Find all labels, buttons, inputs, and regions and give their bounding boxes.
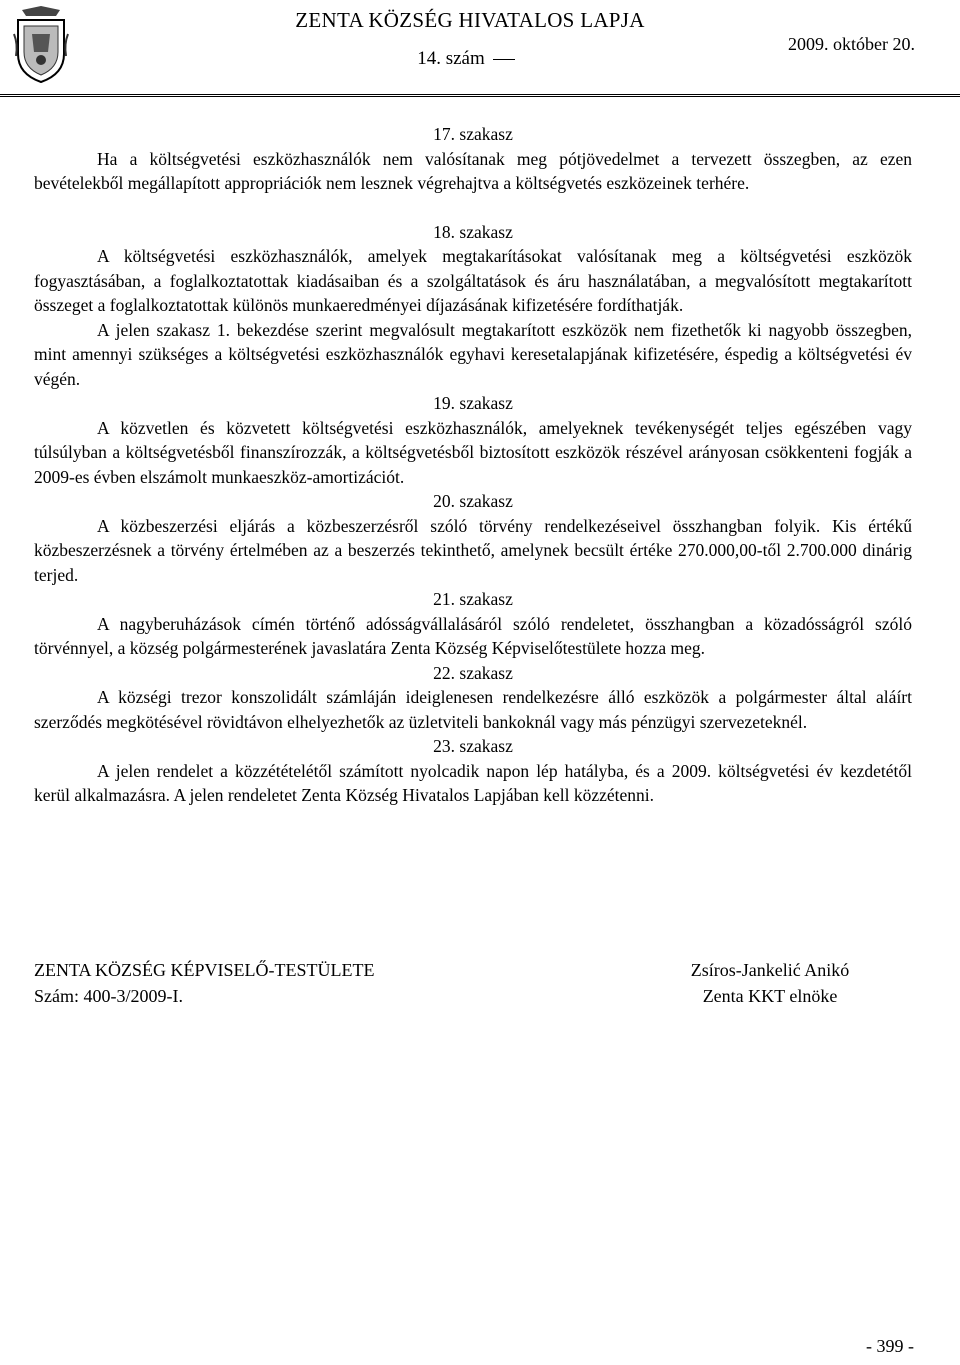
spacer — [34, 196, 912, 220]
section-paragraph: A nagyberuházások címén történő adósságvállalásáról szóló rendeletet, összhangban a közadósságról szóló törvénnyel, a község polgármesterének javaslatára Zenta Község Képviselőtestülete hozza meg. — [34, 613, 912, 658]
section-paragraph: A jelen rendelet a közzétételétől számított nyolcadik napon lép hatályba, és a 2009. költségvetési év kezdetétől kerül alkalmazásra. A jelen rendeletet Zenta Község Hivatalos Lapjában kell közzétenni. — [34, 760, 912, 805]
section-heading: 23. szakasz — [433, 736, 513, 756]
section-heading: 17. szakasz — [433, 124, 513, 144]
page-number: - 399 - — [866, 1336, 914, 1356]
section-paragraph: A közvetlen és közvetett költségvetési eszközhasználók, amelyeknek tevékenységét teljes egészében vagy túlsúlyban a költségvetésből finanszírozzák, a költségvetésből biztosított eszközök részével arányosan csökkenteni fogják a 2009-es évben elszámolt munkaeszköz-amortizációt. — [34, 417, 912, 487]
section-paragraph: A költségvetési eszközhasználók, amelyek megtakarításokat valósítanak meg a költségvetési eszközök fogyasztásában, a foglalkoztatottak kiadásaiban és a szolgáltatások és áru használatában, a megvalósított megtakarított összeget a foglalkoztatottak különös munkaeredményei díjazásának kifizetésére fordíthatják. — [34, 246, 912, 315]
issue-number — [380, 48, 560, 70]
document-number: Szám: 400-3/2009-I. — [34, 986, 183, 1006]
signatory-role: Zenta KKT elnöke — [702, 986, 838, 1006]
section-paragraph: A közbeszerzési eljárás a közbeszerzésről szóló törvény rendelkezéseivel összhangban folyik. Kis értékű közbeszerzésnek a törvény értelmében az a beszerzés tekinthető, amelynek becsült értéke 270.000,00-től 2.700.000 dinárig terjed. — [34, 515, 912, 585]
issue-date: 2009. október 20. — [788, 34, 915, 54]
section-heading: 22. szakasz — [433, 662, 513, 683]
issuing-body: ZENTA KÖZSÉG KÉPVISELŐ-TESTÜLETE — [34, 960, 375, 980]
signature-block-right — [660, 957, 880, 1009]
dash-decoration — [493, 59, 515, 60]
section-paragraph: Ha a költségvetési eszközhasználók nem valósítanak meg pótjövedelmet a tervezett összegben, az ezen bevételekből megállapított appropriációk nem lesznek végrehajtva a költségvetés eszközeinek terhére. — [34, 148, 912, 193]
journal-title: ZENTA KÖZSÉG HIVATALOS LAPJA — [295, 8, 645, 32]
document-body — [34, 122, 912, 808]
section-heading: 18. szakasz — [433, 221, 513, 242]
header-divider — [0, 94, 960, 98]
section-heading: 19. szakasz — [433, 393, 513, 413]
section-heading: 21. szakasz — [433, 589, 513, 609]
section-paragraph: A jelen szakasz 1. bekezdése szerint megvalósult megtakarított eszközök nem fizethetők ki nagyobb összegben, mint amennyi szükséges a költségvetési eszközhasználók egyhavi keresetalapjának kifizetésére, éspedig a költségvetési év végén. — [34, 319, 912, 389]
section-heading: 20. szakasz — [433, 491, 513, 511]
coat-of-arms-logo — [12, 4, 70, 84]
section-paragraph: A községi trezor konszolidált számláján ideiglenesen rendelkezésre álló eszközök a polgármester által aláírt szerződés megkötésével rövidtávon elhelyezhetők az üzletviteli bankoknál vagy más pénzügyi szervezeteknél. — [34, 687, 912, 732]
issue-label: 14. szám — [417, 48, 485, 69]
signature-block-left — [34, 957, 375, 1009]
signatory-name: Zsíros-Jankelić Anikó — [690, 960, 850, 980]
